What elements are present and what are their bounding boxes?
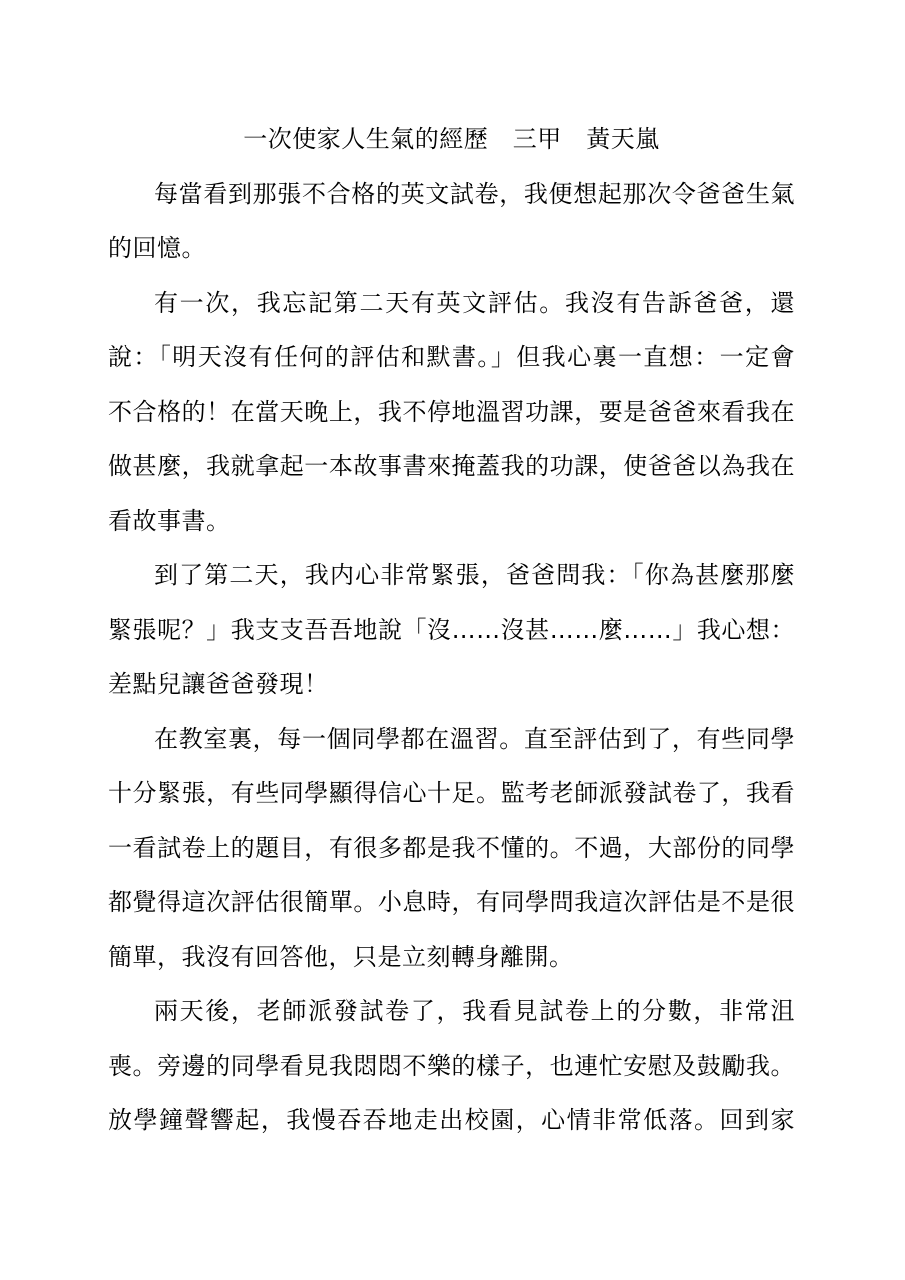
text-line: 十分緊張，有些同學顯得信心十足。監考老師派發試卷了，我看 [108, 779, 795, 807]
text-line: 不合格的！在當天晚上，我不停地溫習功課，要是爸爸來看我在 [108, 397, 795, 426]
text-line: 差點兒讓爸爸發現！ [108, 670, 329, 698]
text-line: 一看試卷上的題目，有很多都是我不懂的。不過，大部份的同學 [108, 833, 795, 862]
text-line: 的回憶。 [108, 234, 206, 262]
text-line: 在教室裏，每一個同學都在溫習。直至評估到了，有些同學 [154, 724, 795, 753]
text-line: 看故事書。 [108, 506, 231, 535]
text-line: 放學鐘聲響起，我慢吞吞地走出校園，心情非常低落。回到家 [108, 1106, 795, 1134]
text-line: 都覺得這次評估很簡單。小息時，有同學問我這次評估是不是很 [108, 888, 795, 916]
text-line: 每當看到那張不合格的英文試卷，我便想起那次令爸爸生氣 [154, 179, 795, 208]
text-line: 有一次，我忘記第二天有英文評估。我沒有告訴爸爸，還 [154, 288, 795, 317]
text-line: 做甚麼，我就拿起一本故事書來掩蓋我的功課，使爸爸以為我在 [108, 452, 795, 480]
text-line: 說：「明天沒有任何的評估和默書。」但我心裏一直想：一定會 [108, 343, 795, 371]
text-line: 到了第二天，我内心非常緊張，爸爸問我：「你為甚麼那麼 [154, 561, 795, 589]
text-line: 喪。旁邊的同學看見我悶悶不樂的樣子，也連忙安慰及鼓勵我。 [108, 1051, 795, 1080]
text-line: 簡單，我沒有回答他，只是立刻轉身離開。 [108, 942, 574, 971]
essay-title: 一次使家人生氣的經歷 三甲 黃天嵐 [243, 125, 660, 153]
text-line: 兩天後，老師派發試卷了，我看見試卷上的分數，非常沮 [154, 997, 795, 1025]
text-line: 緊張呢？」我支支吾吾地說「沒……沒甚……麼……」我心想： [108, 615, 795, 644]
